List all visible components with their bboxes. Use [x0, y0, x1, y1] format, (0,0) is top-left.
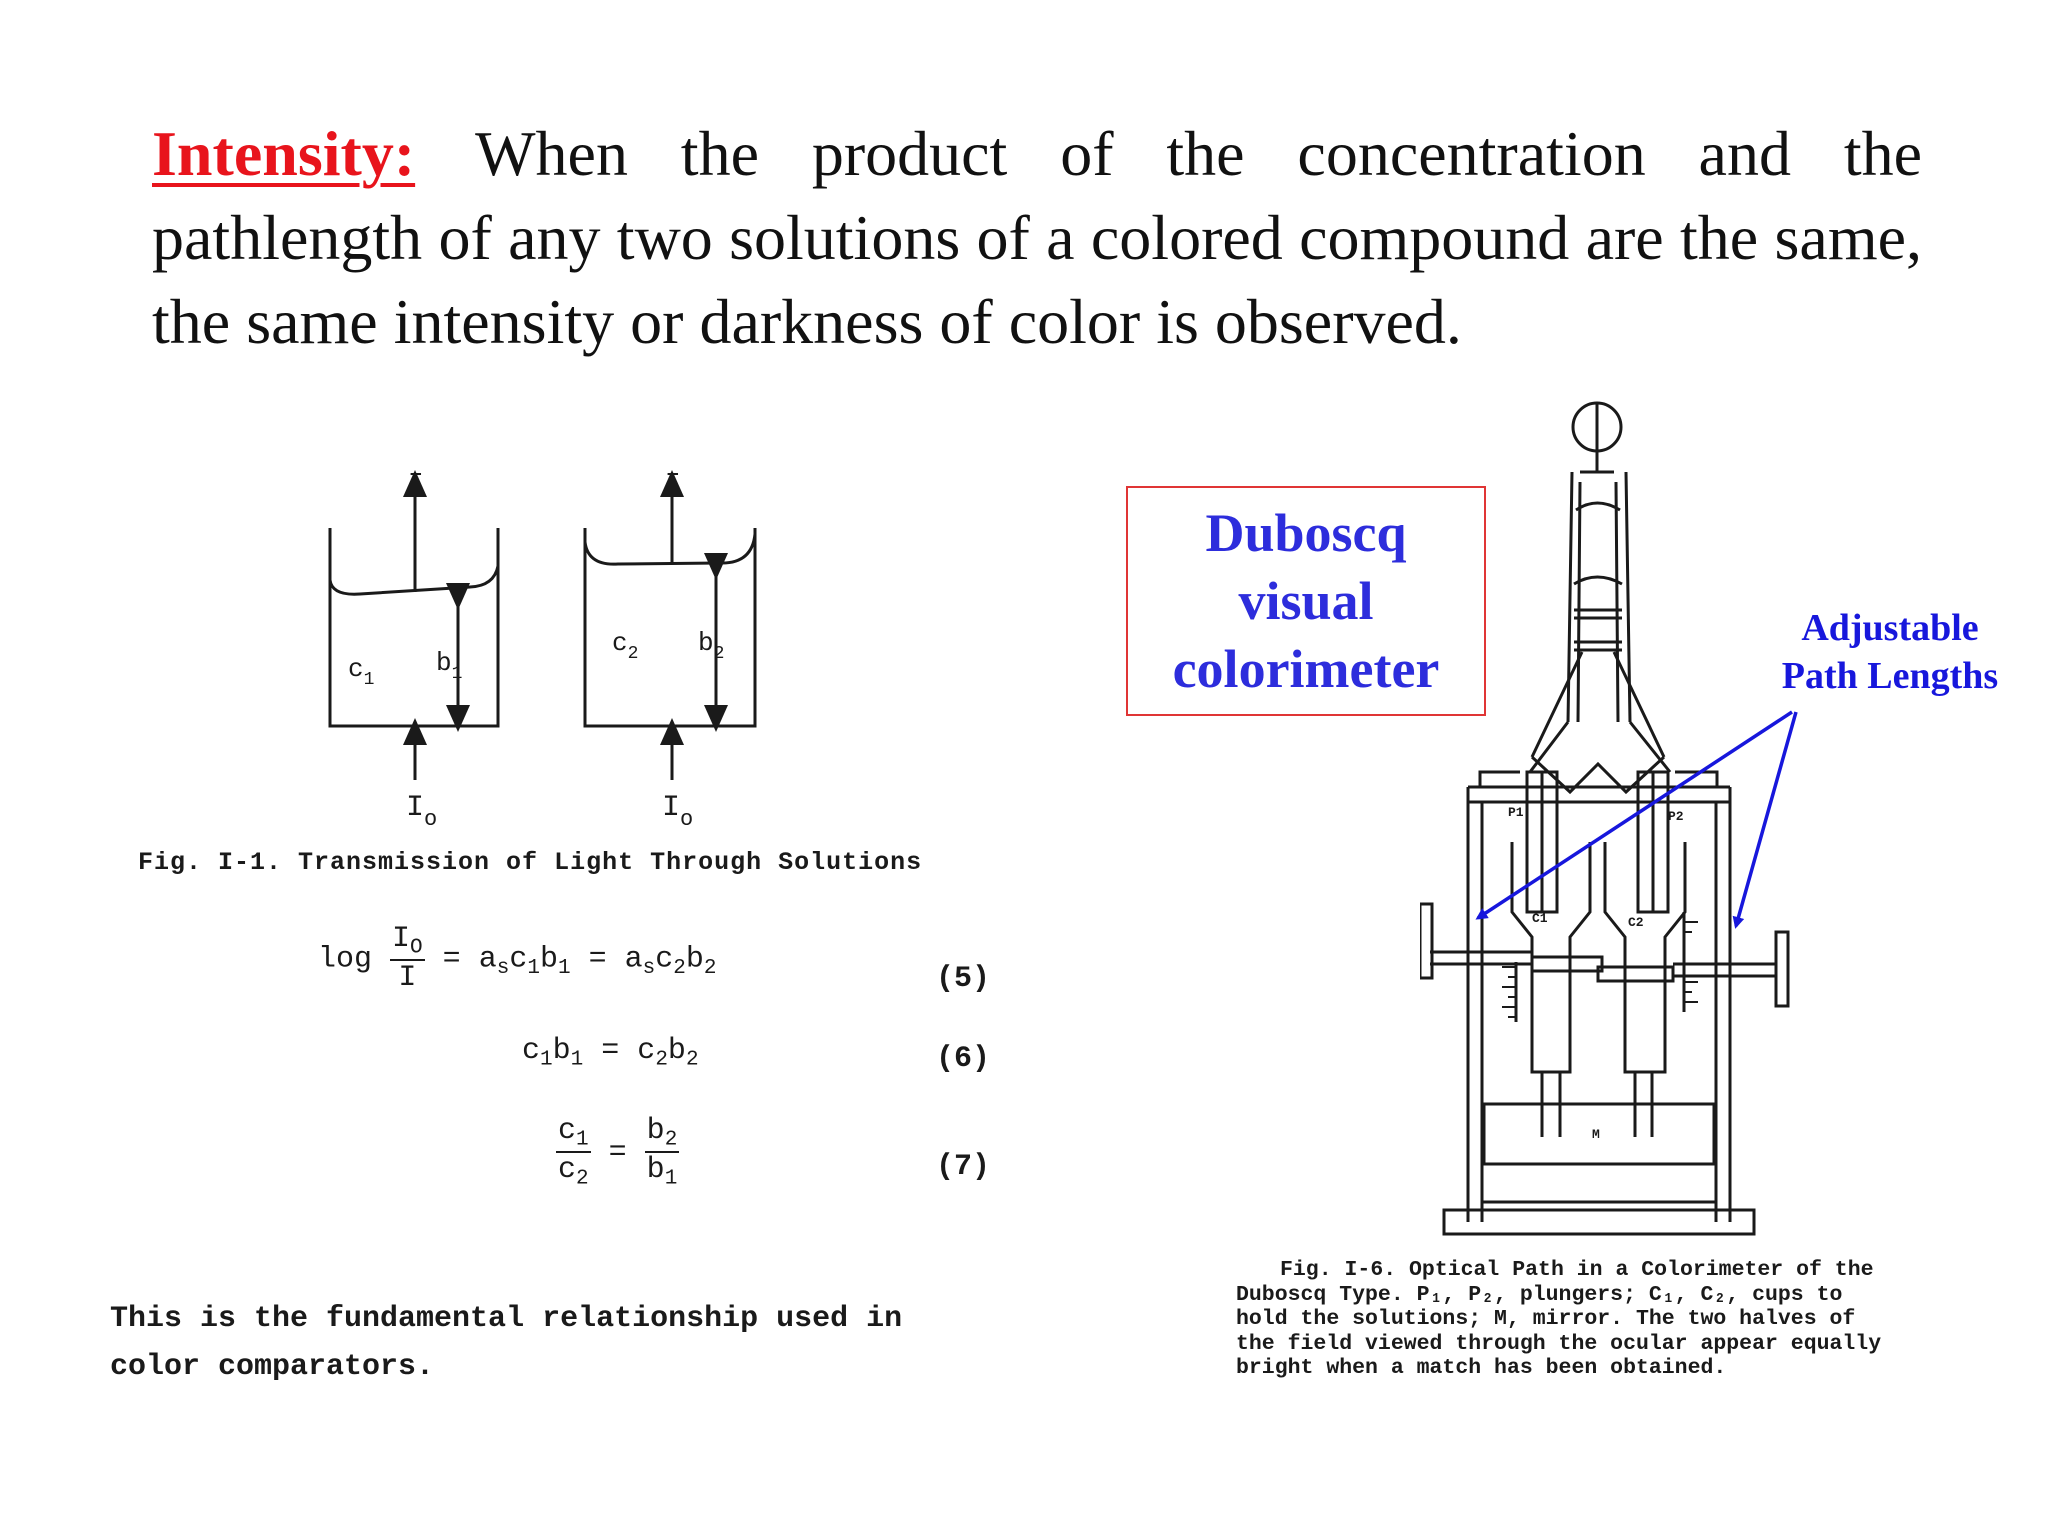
intensity-term: Intensity: [152, 118, 416, 189]
meniscus-2 [585, 534, 755, 564]
label-m: M [1592, 1127, 1600, 1142]
equation-6: $c_1b_1 = c_2b_2$ [522, 1034, 699, 1072]
equation-6-number: (6) [936, 1042, 991, 1076]
label-p2: P2 [1668, 809, 1684, 824]
equation-5-number: (5) [936, 962, 991, 996]
beaker1-top-label: I [408, 470, 424, 498]
duboscq-line1: Duboscq [1205, 503, 1407, 563]
eq7-right-fraction: $\frac{b_2}{b_1}$ [646, 1114, 678, 1191]
eq7-left-fraction: $\frac{c_1}{c_2}$ [558, 1114, 589, 1191]
beaker1-conc: $c_1$ [348, 654, 375, 690]
duboscq-label-box [1126, 486, 1486, 716]
label-p1: P1 [1508, 805, 1524, 820]
intro-paragraph [152, 112, 1922, 364]
figure1-caption: Fig. I-1. Transmission of Light Through Solutions [138, 848, 923, 877]
arrow-to-left-knob [1478, 712, 1792, 918]
pointer-arrows [1460, 700, 1830, 940]
beaker2-top-label: I [665, 470, 681, 498]
beaker1-bottom-label: $I_o$ [406, 791, 438, 832]
intro-text: When the product of the concentration and the pathlength of any two solutions of a colored compound are the same, the same intensity or darkness of color is observed. [152, 118, 1922, 357]
beaker2-path: $b_2$ [698, 628, 725, 664]
beaker-2 [585, 528, 755, 726]
equation-7: $\frac{c_1}{c_2}$ = $\frac{b_2}{b_1}$ [558, 1114, 678, 1191]
label-c1: C1 [1532, 911, 1548, 926]
adjustable-path-label: Adjustable Path Lengths [1781, 607, 1999, 697]
eq5-fraction: $\frac{I_O}{I}$ [392, 922, 423, 996]
label-c2: C2 [1628, 915, 1644, 930]
beaker1-path: $b_1$ [436, 648, 463, 684]
beaker-diagram [300, 470, 780, 850]
equation-7-number: (7) [936, 1150, 991, 1184]
beaker2-conc: $c_2$ [612, 628, 639, 664]
duboscq-line2: visual [1238, 571, 1374, 631]
duboscq-line3: colorimeter [1172, 639, 1440, 699]
figure6-caption: Fig. I-6. Optical Path in a Colorimeter of the Duboscq Type. P₁, P₂, plungers; C₁, C₂, cups to hold the solutions; M, mirror. The two halves of the field viewed through the ocular appear equally bright when a match has been obtained. [1236, 1258, 1882, 1380]
fundamental-note: This is the fundamental relationship used in color comparators. [110, 1302, 903, 1384]
beaker2-bottom-label: $I_o$ [662, 791, 694, 832]
equation-5: log $\frac{I_O}{I}$ = $a_sc_1b_1 = a_sc_2b_2$ [318, 922, 717, 996]
